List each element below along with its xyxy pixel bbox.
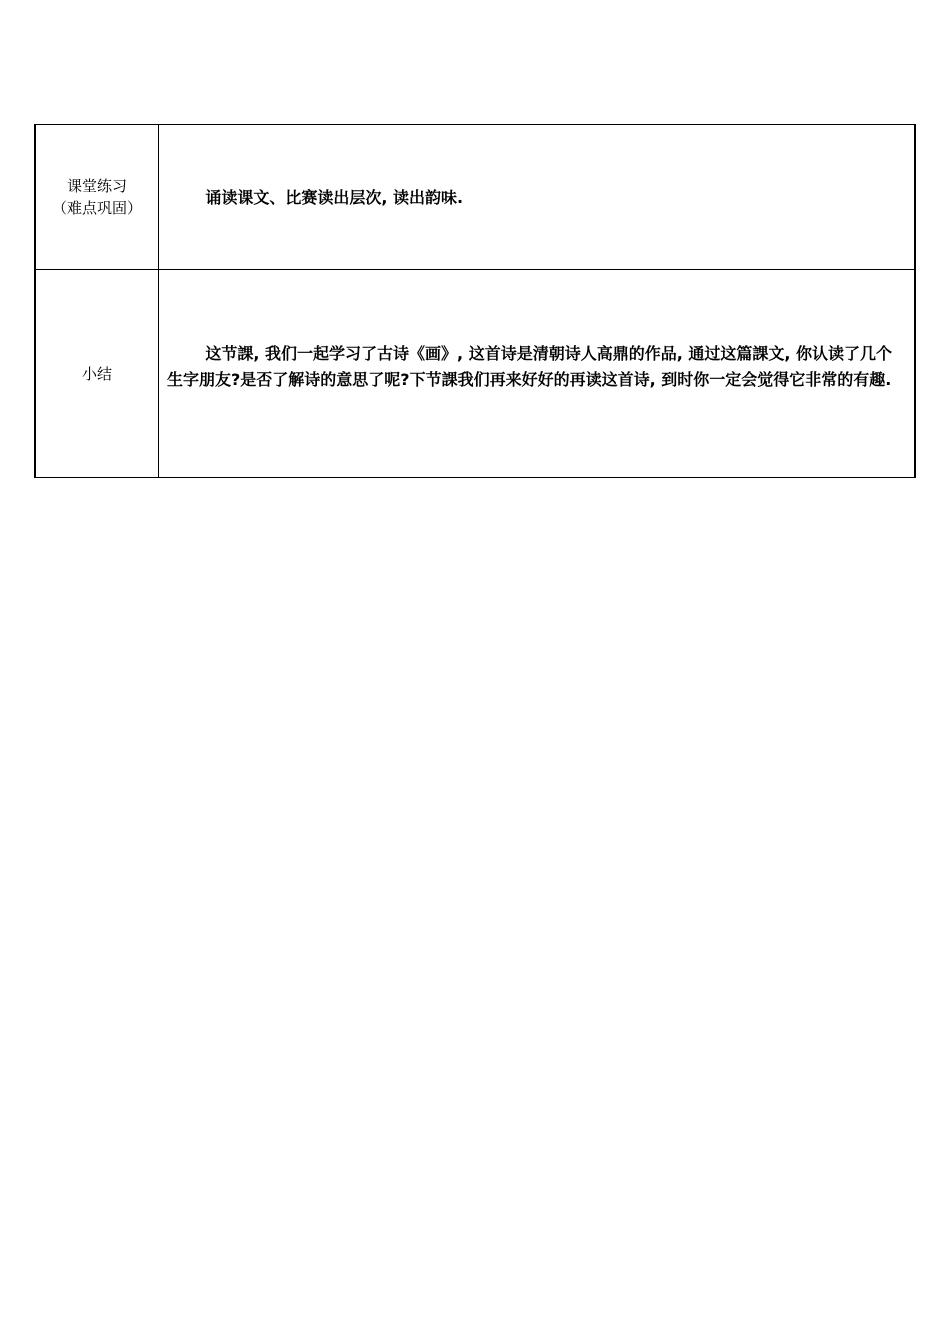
row-label-cell — [35, 270, 159, 478]
table-row — [35, 270, 915, 478]
lesson-plan-table — [34, 124, 916, 478]
row-content-cell — [159, 270, 916, 478]
row-label: 小结 — [81, 364, 112, 383]
row-content-cell — [159, 125, 916, 270]
row-label: 课堂练习 — [66, 177, 127, 195]
row-label-subtitle: （难点巩固） — [51, 199, 142, 217]
summary-content: 这节課, 我们一起学习了古诗《画》, 这首诗是清朝诗人高鼎的作品, 通过这篇課文, 你认读了几个生字朋友?是否了解诗的意思了呢?下节課我们再来好好的再读这首诗, 到时你一定会觉得它非常的有趣. — [167, 343, 892, 389]
practice-content: 诵读课文、比赛读出层次, 读出韵味. — [205, 188, 464, 207]
table-row — [35, 125, 915, 270]
row-label-cell — [35, 125, 159, 270]
